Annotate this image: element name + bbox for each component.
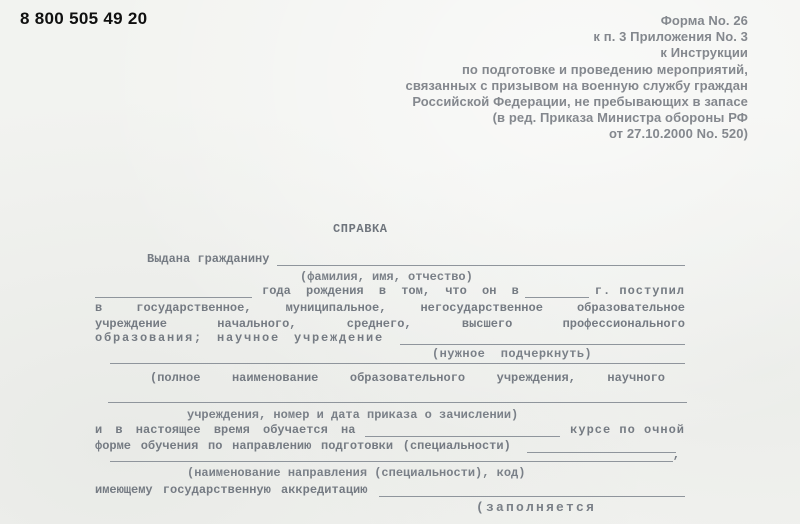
accreditation-line — [95, 483, 685, 497]
caption-specialty-code: (наименование направления (специальности), код) — [187, 466, 526, 480]
form-header-line: Форма No. 26 — [660, 13, 748, 28]
admission-text: г. поступил — [594, 284, 685, 298]
science-institution-blank-line — [400, 332, 685, 345]
study-form-text: форме обучения по направлению подготовки (специальности) — [95, 439, 511, 453]
issued-to-label: Выдана гражданину — [147, 252, 270, 266]
science-institution-line — [95, 331, 685, 345]
form-header-line: по подготовке и проведению мероприятий, — [461, 61, 748, 77]
hotline-phone-watermark: 8 800 505 49 20 — [20, 9, 148, 28]
caption-underline-needed: (нужное подчеркнуть) — [432, 347, 593, 361]
name-blank-line — [277, 253, 685, 266]
form-header-line: к Инструкции — [660, 45, 748, 61]
caption-filled-in: (заполняется — [476, 500, 597, 515]
form-header-line: связанных с призывом на военную службу граждан — [405, 77, 748, 93]
full-time-text: курсе по очной — [570, 423, 685, 437]
specialty-continuation-line — [95, 448, 680, 462]
current-study-line — [95, 423, 685, 437]
specialty-blank-line-2 — [110, 449, 673, 462]
institution-name-blank-line — [110, 363, 685, 364]
accreditation-blank-line — [379, 484, 685, 497]
education-level-line: учреждение начального, среднего, высшего профессионального — [95, 317, 685, 331]
accreditation-text: имеющему государственную аккредитацию — [95, 483, 368, 497]
enrollment-order-blank-line — [108, 402, 687, 403]
caption-institution-name-2: учреждения, номер и дата приказа о зачислении) — [187, 408, 519, 422]
science-institution-text: образования; научное учреждение — [95, 331, 385, 345]
form-header-line: Российской Федерации, не пребывающих в запасе — [412, 94, 748, 110]
form-header-line: к п. 3 Приложения No. 3 — [593, 29, 748, 45]
caption-fio: (фамилия, имя, отчество) — [300, 270, 473, 284]
form-header — [405, 13, 748, 143]
admission-year-blank-line — [525, 285, 589, 298]
birth-year-text: года рождения в том, что он в — [262, 284, 519, 298]
birth-year-blank-line — [95, 285, 252, 298]
caption-institution-name-1: (полное наименование образовательного учреждения, научного — [150, 371, 665, 385]
course-blank-line — [365, 424, 560, 437]
document-title: СПРАВКА — [333, 222, 388, 236]
form-header-line: от 27.10.2000 No. 520) — [608, 126, 748, 142]
issued-to-line — [95, 252, 685, 266]
birth-year-line — [95, 284, 685, 298]
trailing-comma: , — [672, 448, 680, 462]
current-study-text: и в настоящее время обучается на — [95, 423, 356, 437]
institution-type-line: в государственное, муниципальное, негосударственное образовательное — [95, 301, 685, 315]
form-header-line: (в ред. Приказа Министра обороны РФ — [492, 110, 748, 126]
